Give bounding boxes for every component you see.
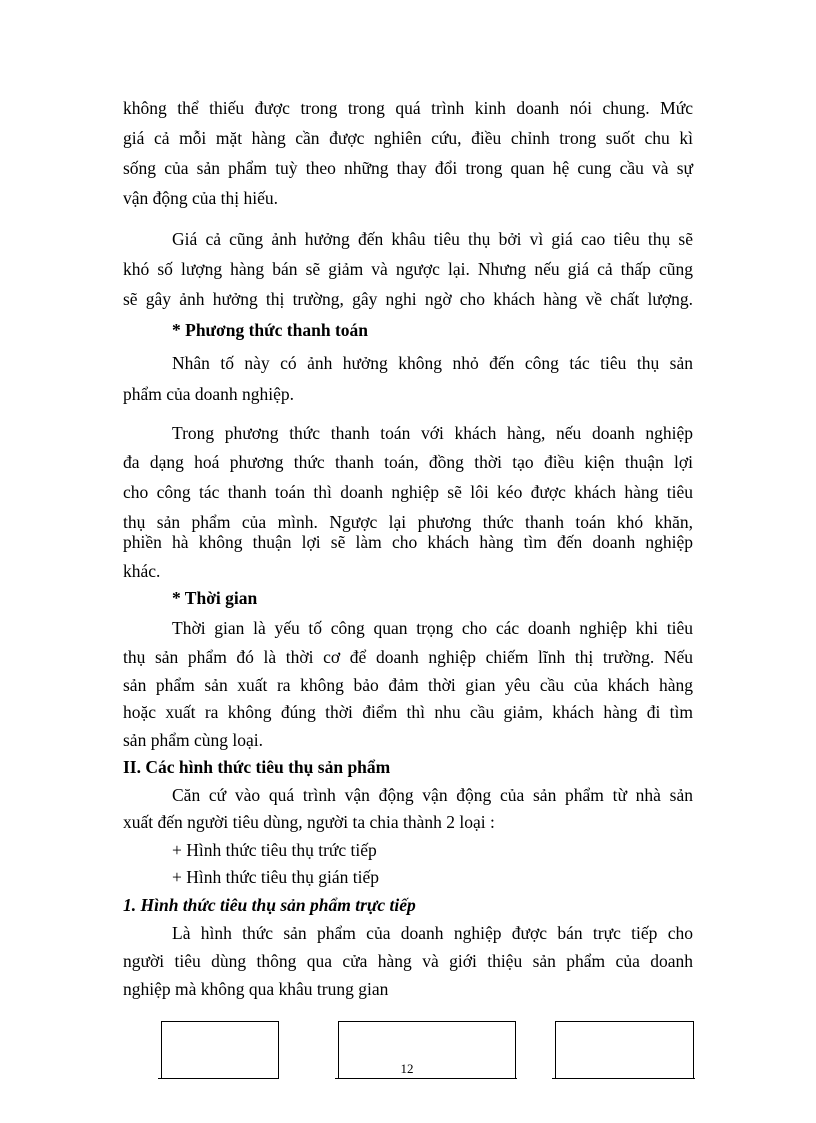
text-line: giá cả mỗi mặt hàng cần được nghiên cứu, điều chỉnh trong suốt chu kì bbox=[123, 128, 693, 148]
divider bbox=[158, 1078, 279, 1079]
text-line: sản phẩm cùng loại. bbox=[123, 730, 263, 750]
text-line: Là hình thức sản phẩm của doanh nghiệp được bán trực tiếp cho bbox=[172, 923, 693, 943]
text-line: Trong phương thức thanh toán với khách hàng, nếu doanh nghiệp bbox=[172, 423, 693, 443]
text-line: sống của sản phẩm tuỳ theo những thay đổi trong quan hệ cung cầu và sự bbox=[123, 158, 693, 178]
text-line: đa dạng hoá phương thức thanh toán, đồng thời tạo điều kiện thuận lợi bbox=[123, 452, 693, 472]
text-line: sẽ gây ảnh hưởng thị trường, gây nghi ngờ cho khách hàng về chất lượng. bbox=[123, 289, 693, 309]
text-line: phẩm của doanh nghiệp. bbox=[123, 384, 295, 404]
text-line: phiền hà không thuận lợi sẽ làm cho khách hàng tìm đến doanh nghiệp bbox=[123, 532, 693, 552]
divider bbox=[552, 1078, 695, 1079]
text-line: thụ sản phẩm đó là thời cơ để doanh nghiệp chiếm lĩnh thị trường. Nếu bbox=[123, 647, 693, 667]
text-line: hoặc xuất ra không đúng thời điểm thì nhu cầu giảm, khách hàng đi tìm bbox=[123, 702, 693, 722]
list-item: + Hình thức tiêu thụ gián tiếp bbox=[172, 867, 379, 887]
text-line: khác. bbox=[123, 561, 161, 581]
text-line: Căn cứ vào quá trình vận động vận động của sản phẩm từ nhà sản bbox=[172, 785, 693, 805]
text-line: khó số lượng hàng bán sẽ giảm và ngược lại. Nhưng nếu giá cả thấp cũng bbox=[123, 259, 693, 279]
text-line: không thể thiếu được trong trong quá trình kinh doanh nói chung. Mức bbox=[123, 98, 693, 118]
diagram-box bbox=[338, 1021, 516, 1079]
list-item: + Hình thức tiêu thụ trức tiếp bbox=[172, 840, 377, 860]
section-heading: II. Các hình thức tiêu thụ sản phẩm bbox=[123, 757, 391, 777]
text-line: xuất đến người tiêu dùng, người ta chia thành 2 loại : bbox=[123, 812, 495, 832]
diagram-box bbox=[161, 1021, 279, 1079]
text-line: cho công tác thanh toán thì doanh nghiệp sẽ lôi kéo được khách hàng tiêu bbox=[123, 482, 693, 502]
text-line: nghiệp mà không qua khâu trung gian bbox=[123, 979, 389, 999]
text-line: thụ sản phẩm của mình. Ngược lại phương thức thanh toán khó khăn, bbox=[123, 512, 693, 532]
text-line: sản phẩm sản xuất ra không bảo đảm thời gian yêu cầu của khách hàng bbox=[123, 675, 693, 695]
divider bbox=[335, 1078, 517, 1079]
section-heading: * Thời gian bbox=[172, 588, 258, 608]
text-line: vận động của thị hiếu. bbox=[123, 188, 279, 208]
text-line: Thời gian là yếu tố công quan trọng cho các doanh nghiệp khi tiêu bbox=[172, 618, 693, 638]
text-line: người tiêu dùng thông qua cửa hàng và giới thiệu sản phẩm của doanh bbox=[123, 951, 693, 971]
text-line: Giá cả cũng ảnh hưởng đến khâu tiêu thụ bởi vì giá cao tiêu thụ sẽ bbox=[172, 229, 693, 249]
section-heading: * Phương thức thanh toán bbox=[172, 320, 369, 340]
page-number: 12 bbox=[400, 1061, 414, 1076]
diagram-box bbox=[555, 1021, 694, 1079]
subsection-heading: 1. Hình thức tiêu thụ sản phẩm trực tiếp bbox=[123, 895, 416, 915]
text-line: Nhân tố này có ảnh hưởng không nhỏ đến công tác tiêu thụ sản bbox=[172, 353, 693, 373]
